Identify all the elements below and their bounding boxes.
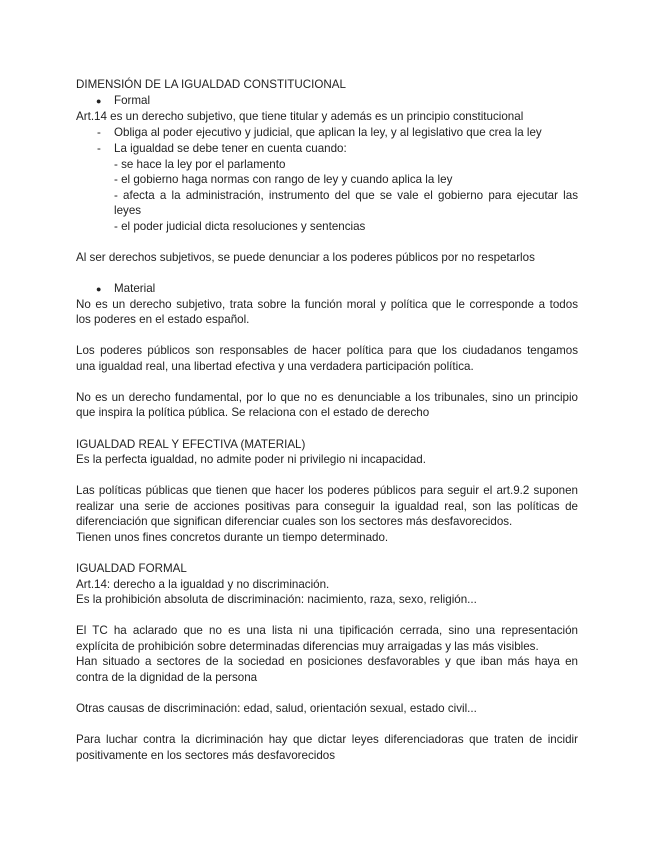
material-paragraph-2: Los poderes públicos son responsables de hacer política para que los ciudadanos tengamos — [76, 344, 578, 357]
formal-paragraph-5: Para luchar contra la dicriminación hay que dictar leyes diferenciadoras que traten de incidir — [76, 733, 578, 746]
bullet-material: Material — [114, 282, 156, 295]
material-paragraph-2-cont: una igualdad real, una libertad efectiva y una verdadera participación política. — [76, 360, 474, 373]
bullet-formal: Formal — [114, 94, 151, 107]
formal-paragraph-3-cont-3: contra de la dignidad de la persona — [76, 671, 258, 684]
material-paragraph-3: No es un derecho fundamental, por lo que no es denunciable a los tribunales, sino un principio — [76, 391, 578, 404]
sub-item-judicial: - el poder judicial dicta resoluciones y sentencias — [114, 220, 366, 233]
art14-intro: Art.14 es un derecho subjetivo, que tiene titular y además es un principio constitucional — [76, 110, 524, 123]
real-paragraph-2-cont-3: Tienen unos fines concretos durante un tiempo determinado. — [76, 531, 389, 544]
formal-paragraph-3: El TC ha aclarado que no es una lista ni una tipificación cerrada, sino una representación — [76, 624, 578, 637]
dash-item-igualdad: La igualdad se debe tener en cuenta cuando: — [114, 142, 347, 155]
bullet-icon: ● — [96, 284, 102, 294]
formal-paragraph-3-cont-1: explícita de prohibición sobre determinadas diferencias muy arraigadas y las más visibles. — [76, 640, 539, 653]
real-paragraph-2: Las políticas públicas que tienen que hacer los poderes públicos para seguir el art.9.2 suponen — [76, 484, 578, 497]
real-paragraph-2-cont-1: realizar una serie de acciones positivas para conseguir la igualdad real, son las políticas de — [76, 500, 578, 513]
bullet-icon: ● — [96, 96, 102, 106]
section-title: DIMENSIÓN DE LA IGUALDAD CONSTITUCIONAL — [76, 78, 346, 91]
paragraph-subjetivos: Al ser derechos subjetivos, se puede denunciar a los poderes públicos por no respetarlos — [76, 251, 535, 264]
formal-paragraph-2: Es la prohibición absoluta de discriminación: nacimiento, raza, sexo, religión... — [76, 593, 477, 606]
sub-item-gobierno: - el gobierno haga normas con rango de ley y cuando aplica la ley — [114, 173, 453, 186]
material-paragraph-3-cont: que inspira la política pública. Se relaciona con el estado de derecho — [76, 406, 430, 419]
real-paragraph-1: Es la perfecta igualdad, no admite poder ni privilegio ni incapacidad. — [76, 453, 426, 466]
formal-paragraph-4: Otras causas de discriminación: edad, salud, orientación sexual, estado civil... — [76, 702, 477, 715]
sub-item-administracion-cont: leyes — [114, 204, 142, 217]
dash-icon: - — [97, 142, 101, 155]
formal-paragraph-3-cont-2: Han situado a sectores de la sociedad en posiciones desfavorables y que iban más haya en — [76, 655, 578, 668]
sub-item-parlamento: - se hace la ley por el parlamento — [114, 158, 286, 171]
sub-item-administracion: - afecta a la administración, instrumento del que se vale el gobierno para ejecutar las — [114, 189, 578, 202]
heading-igualdad-formal: IGUALDAD FORMAL — [76, 562, 187, 575]
material-paragraph-1: No es un derecho subjetivo, trata sobre la función moral y política que le corresponde a todos — [76, 298, 578, 311]
material-paragraph-1-cont: los poderes en el estado español. — [76, 313, 250, 326]
real-paragraph-2-cont-2: diferenciación que significan diferenciar cuales son los sectores más desfavorecidos. — [76, 515, 513, 528]
dash-icon: - — [97, 126, 101, 139]
formal-paragraph-1: Art.14: derecho a la igualdad y no discriminación. — [76, 578, 330, 591]
dash-item-poderes: Obliga al poder ejecutivo y judicial, que aplican la ley, y al legislativo que crea la ley — [114, 126, 542, 139]
formal-paragraph-5-cont: positivamente en los sectores más desfavorecidos — [76, 749, 336, 762]
heading-igualdad-real: IGUALDAD REAL Y EFECTIVA (MATERIAL) — [76, 438, 306, 451]
